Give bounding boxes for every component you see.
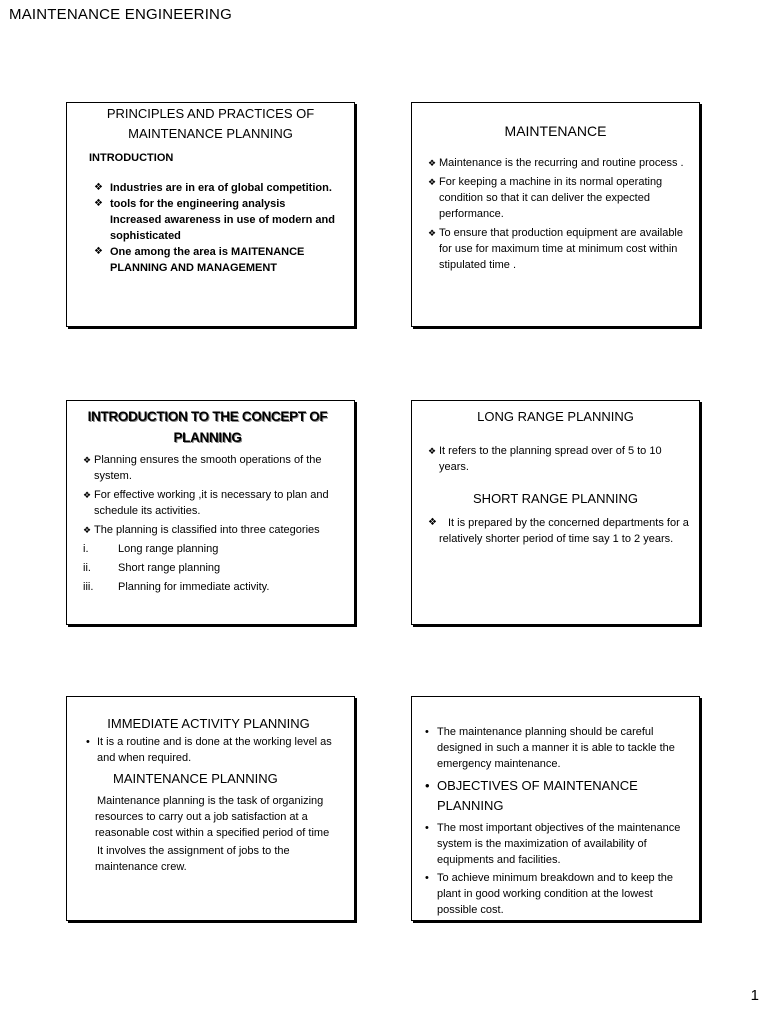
planning-bullets <box>422 724 685 772</box>
slide-title: MAINTENANCE <box>504 123 607 139</box>
list-item: • The maintenance planning should be careful designed in such a manner it is able to tackle the emergency maintenance. <box>422 724 685 772</box>
objectives-heading: • OBJECTIVES OF MAINTENANCE PLANNING <box>422 776 685 816</box>
list-item: ❖ The planning is classified into three categories <box>83 522 346 538</box>
list-item: • The most important objectives of the maintenance system is the maximization of availability of equipments and facilities. <box>422 820 685 868</box>
introduction-heading: INTRODUCTION <box>89 152 174 164</box>
short-range-title: SHORT RANGE PLANNING <box>473 491 638 506</box>
page-header: MAINTENANCE ENGINEERING <box>9 6 232 23</box>
short-range-bullets <box>428 515 689 547</box>
list-item: ❖ tools for the engineering analysis Increased awareness in use of modern and sophisticated <box>94 196 338 244</box>
maintenance-planning-title: MAINTENANCE PLANNING <box>113 771 278 786</box>
list-item: • It is a routine and is done at the working level as and when required. <box>83 734 340 766</box>
immediate-activity-title: IMMEDIATE ACTIVITY PLANNING <box>107 716 310 731</box>
long-range-title: LONG RANGE PLANNING <box>477 409 634 424</box>
slide-title-line1: PRINCIPLES AND PRACTICES OF <box>106 106 315 121</box>
slide-title: INTRODUCTION TO THE CONCEPT OF PLANNING <box>87 409 328 445</box>
maintenance-planning-paragraph: Maintenance planning is the task of organizing resources to carry out a job satisfaction at a reasonable cost within a specified period of time <box>95 795 330 839</box>
list-item: ❖ It is prepared by the concerned departments for a relatively shorter period of time say 1 to 2 years. <box>428 515 689 547</box>
slide-title-line2: MAINTENANCE PLANNING <box>128 126 293 141</box>
planning-categories <box>83 541 346 595</box>
list-item: ❖ Maintenance is the recurring and routine process . <box>428 155 691 171</box>
introduction-bullets <box>94 180 338 276</box>
slide-concept-of-planning <box>66 400 355 625</box>
slide-title <box>73 104 348 144</box>
long-range-bullets <box>428 443 689 475</box>
slide-maintenance <box>411 102 700 327</box>
list-item: ❖ For keeping a machine in its normal operating condition so that it can deliver the expected performance. <box>428 174 691 222</box>
list-item: ❖ For effective working ,it is necessary to plan and schedule its activities. <box>83 487 346 519</box>
objectives-heading-list <box>422 776 685 816</box>
slide-objectives-maintenance-planning <box>411 696 700 921</box>
list-item: ii. Short range planning <box>83 562 221 574</box>
list-item: ❖ It refers to the planning spread over of 5 to 10 years. <box>428 443 689 475</box>
list-item: ❖ Industries are in era of global competition. <box>94 180 338 196</box>
list-item: iii. Planning for immediate activity. <box>83 581 270 593</box>
maintenance-bullets <box>428 155 691 273</box>
list-item: ❖ One among the area is MAITENANCE PLANNING AND MANAGEMENT <box>94 244 338 276</box>
maintenance-planning-paragraph-2: It involves the assignment of jobs to the maintenance crew. <box>95 845 290 873</box>
slide-long-short-range-planning <box>411 400 700 625</box>
page-number: 1 <box>750 987 759 1004</box>
slide-immediate-activity-planning <box>66 696 355 921</box>
planning-bullets <box>83 452 346 538</box>
immediate-activity-bullets <box>83 734 340 766</box>
list-item: ❖ Planning ensures the smooth operations of the system. <box>83 452 346 484</box>
list-item: ❖ To ensure that production equipment are available for use for maximum time at minimum cost within stipulated time . <box>428 225 691 273</box>
list-item: • To achieve minimum breakdown and to keep the plant in good working condition at the lowest possible cost. <box>422 870 685 918</box>
list-item: i. Long range planning <box>83 543 219 555</box>
slide-principles-maintenance-planning <box>66 102 355 327</box>
objectives-bullets <box>422 820 685 918</box>
